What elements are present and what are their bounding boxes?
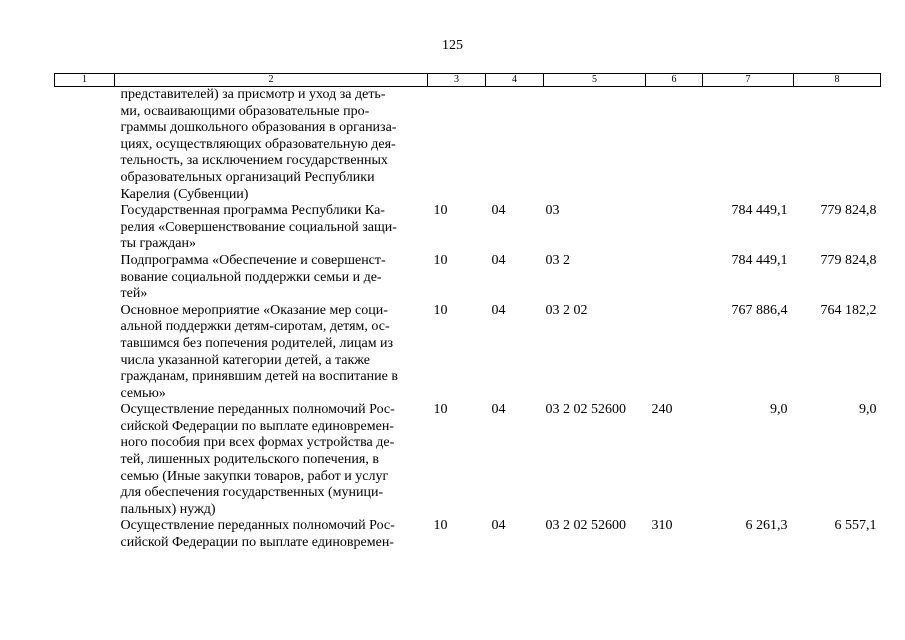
row-number-cell bbox=[55, 253, 115, 303]
target-article-code: 03 2 bbox=[545, 252, 570, 268]
item-name bbox=[115, 203, 428, 253]
item-name-line: гражданам, принявшим детей на воспитание в bbox=[120, 369, 398, 385]
amount-year-1 bbox=[703, 87, 794, 204]
item-name-line: ты граждан» bbox=[120, 236, 196, 252]
column-header: 5 bbox=[544, 74, 646, 87]
item-name-line: Карелия (Субвенции) bbox=[120, 186, 249, 202]
column-header: 2 bbox=[115, 74, 428, 87]
item-name bbox=[115, 518, 428, 551]
amount-year-1: 784 449,1 bbox=[731, 203, 788, 219]
item-name-line: тей, лишенных родительского попечения, в bbox=[120, 452, 379, 468]
amount-year-2: 9,0 bbox=[859, 402, 877, 418]
amount-year-1: 767 886,4 bbox=[731, 302, 788, 318]
item-name-line: тавшимся без попечения родителей, лицам из bbox=[120, 335, 394, 351]
item-name-line: Основное мероприятие «Оказание мер соци- bbox=[120, 302, 388, 318]
subsection-code bbox=[486, 87, 544, 204]
subsection-code: 04 bbox=[491, 203, 506, 219]
page-number: 125 bbox=[442, 38, 463, 53]
target-article-code: 03 bbox=[545, 203, 560, 219]
item-name bbox=[115, 87, 428, 204]
item-name bbox=[115, 253, 428, 303]
section-code: 10 bbox=[433, 402, 448, 418]
item-name-line: граммы дошкольного образования в организа- bbox=[120, 120, 397, 136]
table-row bbox=[55, 518, 881, 551]
section-code bbox=[428, 87, 486, 204]
row-number-cell bbox=[55, 203, 115, 253]
item-name-line: Государственная программа Республики Ка- bbox=[120, 203, 385, 219]
item-name-line: Подпрограмма «Обеспечение и совершенст- bbox=[120, 252, 386, 268]
item-name-line: образовательных организаций Республики bbox=[120, 169, 375, 185]
item-name-line: альной поддержки детям-сиротам, детям, ос- bbox=[120, 319, 390, 335]
item-name bbox=[115, 303, 428, 403]
section-code: 10 bbox=[433, 252, 448, 268]
expense-type-code: 310 bbox=[651, 518, 673, 534]
column-number-row bbox=[55, 74, 881, 87]
section-code: 10 bbox=[433, 302, 448, 318]
section-code: 10 bbox=[433, 518, 448, 534]
column-header: 4 bbox=[486, 74, 544, 87]
item-name-line: ного пособия при всех формах устройства де- bbox=[120, 435, 395, 451]
target-article-code bbox=[544, 87, 646, 204]
subsection-code: 04 bbox=[491, 252, 506, 268]
item-name-line: тей» bbox=[120, 286, 148, 302]
amount-year-2: 6 557,1 bbox=[834, 518, 877, 534]
item-name-line: тельность, за исключением государственных bbox=[120, 153, 388, 169]
budget-table bbox=[54, 73, 881, 552]
table-body bbox=[55, 87, 881, 552]
item-name bbox=[115, 402, 428, 518]
item-name-line: релия «Совершенствование социальной защи- bbox=[120, 219, 397, 235]
amount-year-2: 779 824,8 bbox=[820, 252, 877, 268]
target-article-code: 03 2 02 52600 bbox=[545, 518, 626, 534]
subsection-code: 04 bbox=[491, 402, 506, 418]
column-header: 1 bbox=[55, 74, 115, 87]
table-row bbox=[55, 253, 881, 303]
expense-type-code bbox=[646, 303, 703, 403]
item-name-line: циях, осуществляющих образовательную дея- bbox=[120, 136, 396, 152]
row-number-cell bbox=[55, 303, 115, 403]
amount-year-2: 779 824,8 bbox=[820, 203, 877, 219]
table-row bbox=[55, 303, 881, 403]
target-article-code: 03 2 02 bbox=[545, 302, 588, 318]
expense-type-code bbox=[646, 203, 703, 253]
row-number-cell bbox=[55, 518, 115, 551]
item-name-line: ми, осваивающими образовательные про- bbox=[120, 103, 370, 119]
section-code: 10 bbox=[433, 203, 448, 219]
table-row bbox=[55, 203, 881, 253]
column-header: 8 bbox=[794, 74, 881, 87]
table-row bbox=[55, 402, 881, 518]
expense-type-code bbox=[646, 253, 703, 303]
subsection-code: 04 bbox=[491, 518, 506, 534]
item-name-line: пальных) нужд) bbox=[120, 501, 216, 517]
column-header: 7 bbox=[703, 74, 794, 87]
item-name-line: для обеспечения государственных (муници- bbox=[120, 485, 384, 501]
item-name-line: Осуществление переданных полномочий Рос- bbox=[120, 402, 395, 418]
item-name-line: семью» bbox=[120, 385, 166, 401]
column-header: 3 bbox=[428, 74, 486, 87]
subsection-code: 04 bbox=[491, 302, 506, 318]
item-name-line: числа указанной категории детей, а также bbox=[120, 352, 371, 368]
amount-year-1: 9,0 bbox=[770, 402, 788, 418]
amount-year-2 bbox=[794, 87, 881, 204]
item-name-line: сийской Федерации по выплате единовремен- bbox=[120, 535, 394, 551]
column-header: 6 bbox=[646, 74, 703, 87]
expense-type-code: 240 bbox=[651, 402, 673, 418]
table-row bbox=[55, 87, 881, 204]
target-article-code: 03 2 02 52600 bbox=[545, 402, 626, 418]
item-name-line: сийской Федерации по выплате единовремен- bbox=[120, 418, 394, 434]
item-name-line: представителей) за присмотр и уход за деть- bbox=[120, 87, 386, 102]
item-name-line: вование социальной поддержки семьи и де- bbox=[120, 269, 382, 285]
amount-year-2: 764 182,2 bbox=[820, 302, 877, 318]
amount-year-1: 6 261,3 bbox=[745, 518, 788, 534]
row-number-cell bbox=[55, 87, 115, 204]
item-name-line: семью (Иные закупки товаров, работ и услуг bbox=[120, 468, 389, 484]
expense-type-code bbox=[646, 87, 703, 204]
item-name-line: Осуществление переданных полномочий Рос- bbox=[120, 518, 395, 534]
row-number-cell bbox=[55, 402, 115, 518]
amount-year-1: 784 449,1 bbox=[731, 252, 788, 268]
